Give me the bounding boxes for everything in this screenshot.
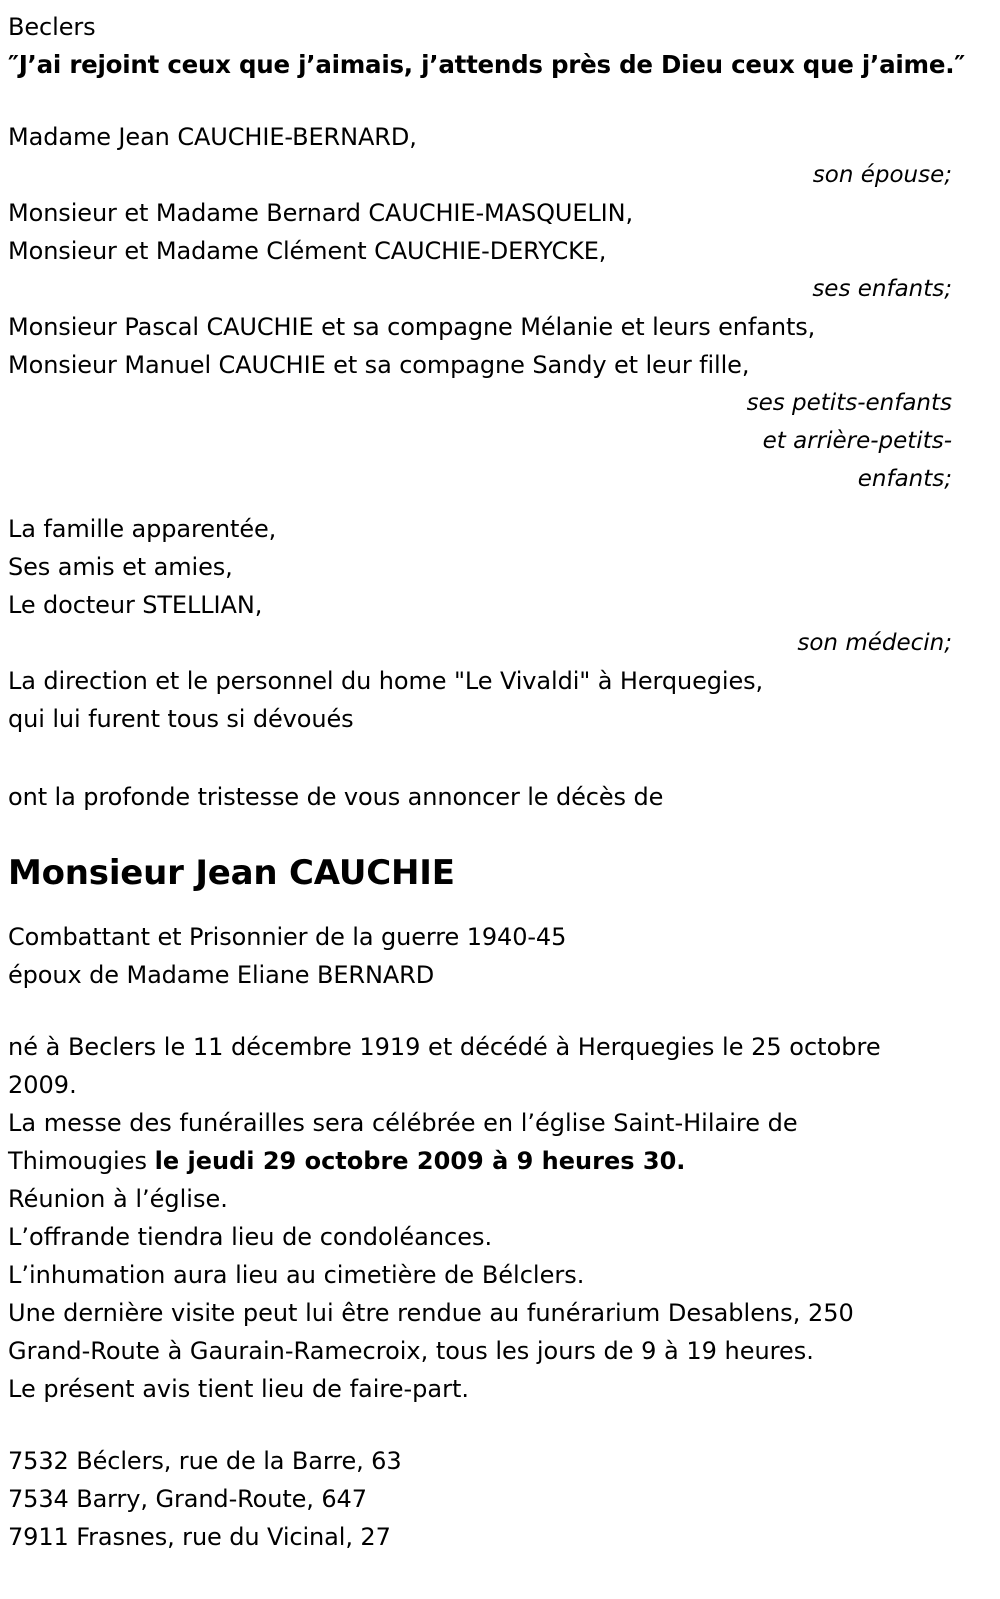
mourner-group-spouse [8, 118, 976, 194]
deceased-name: Monsieur Jean CAUCHIE [8, 853, 455, 893]
detail-line: L’inhumation aura lieu au cimetière de Bélclers. [8, 1261, 585, 1289]
mourner-name: Monsieur et Madame Bernard CAUCHIE-MASQUELIN, [8, 199, 634, 227]
mourner-name: Le docteur STELLIAN, [8, 591, 263, 619]
mass-prefix: La messe des funérailles sera célébrée en l’église Saint-Hilaire de Thimougies [8, 1109, 798, 1175]
mourner-relation-line: ses petits-enfants [746, 390, 952, 416]
mourner-name: La direction et le personnel du home "Le Vivaldi" à Herquegies, [8, 667, 764, 695]
mourner-name: Ses amis et amies, [8, 553, 233, 581]
spacer [8, 896, 976, 918]
mourner-relation: ses enfants; [812, 276, 952, 302]
mourner-name: La famille apparentée, [8, 515, 277, 543]
memorial-quote: ″J’ai rejoint ceux que j’aimais, j’attends près de Dieu ceux que j’aime.″ [8, 50, 965, 79]
detail-line: Réunion à l’église. [8, 1185, 228, 1213]
mourner-group-grandchildren [8, 308, 976, 498]
mourner-relation-line: et arrière-petits- [762, 428, 952, 454]
spacer [8, 498, 976, 510]
spacer [8, 1408, 976, 1442]
address-block [8, 1442, 976, 1556]
mourner-name: Madame Jean CAUCHIE-BERNARD, [8, 123, 417, 151]
spacer [8, 738, 976, 778]
detail-line: Le présent avis tient lieu de faire-part. [8, 1375, 470, 1403]
funeral-details [8, 1028, 976, 1408]
spacer [8, 816, 976, 850]
deceased-subtitle [8, 918, 976, 994]
deceased-subtitle-line: époux de Madame Eliane BERNARD [8, 961, 435, 989]
birth-death-line: né à Beclers le 11 décembre 1919 et décédé à Herquegies le 25 octobre 2009. [8, 1033, 881, 1099]
mourner-group-children [8, 194, 976, 308]
spacer [8, 84, 976, 118]
mourner-group-family-friends [8, 510, 976, 662]
mourner-group-care-home [8, 662, 976, 738]
mourner-name: Monsieur Pascal CAUCHIE et sa compagne Mélanie et leurs enfants, [8, 313, 816, 341]
detail-line: Une dernière visite peut lui être rendue au funérarium Desablens, 250 Grand-Route à Gaurain-Ramecroix, tous les jours de 9 à 19 heures. [8, 1299, 854, 1365]
mourner-relation-line: enfants; [857, 466, 952, 492]
detail-line: L’offrande tiendra lieu de condoléances. [8, 1223, 493, 1251]
mourner-name: Monsieur et Madame Clément CAUCHIE-DERYCKE, [8, 237, 607, 265]
mourner-relation: son épouse; [812, 162, 952, 188]
spacer [8, 994, 976, 1028]
locality-line: Beclers [8, 13, 96, 41]
mourner-relation: son médecin; [797, 630, 952, 656]
address-line: 7534 Barry, Grand-Route, 647 [8, 1485, 367, 1513]
mourner-name: Monsieur Manuel CAUCHIE et sa compagne Sandy et leur fille, [8, 351, 750, 379]
address-line: 7532 Béclers, rue de la Barre, 63 [8, 1447, 402, 1475]
mass-datetime: le jeudi 29 octobre 2009 à 9 heures 30. [154, 1147, 686, 1175]
address-line: 7911 Frasnes, rue du Vicinal, 27 [8, 1523, 391, 1551]
announcement-line: ont la profonde tristesse de vous annoncer le décès de [8, 783, 664, 811]
mourner-name: qui lui furent tous si dévoués [8, 705, 354, 733]
deceased-subtitle-line: Combattant et Prisonnier de la guerre 1940-45 [8, 923, 567, 951]
mass-line [8, 1104, 943, 1180]
